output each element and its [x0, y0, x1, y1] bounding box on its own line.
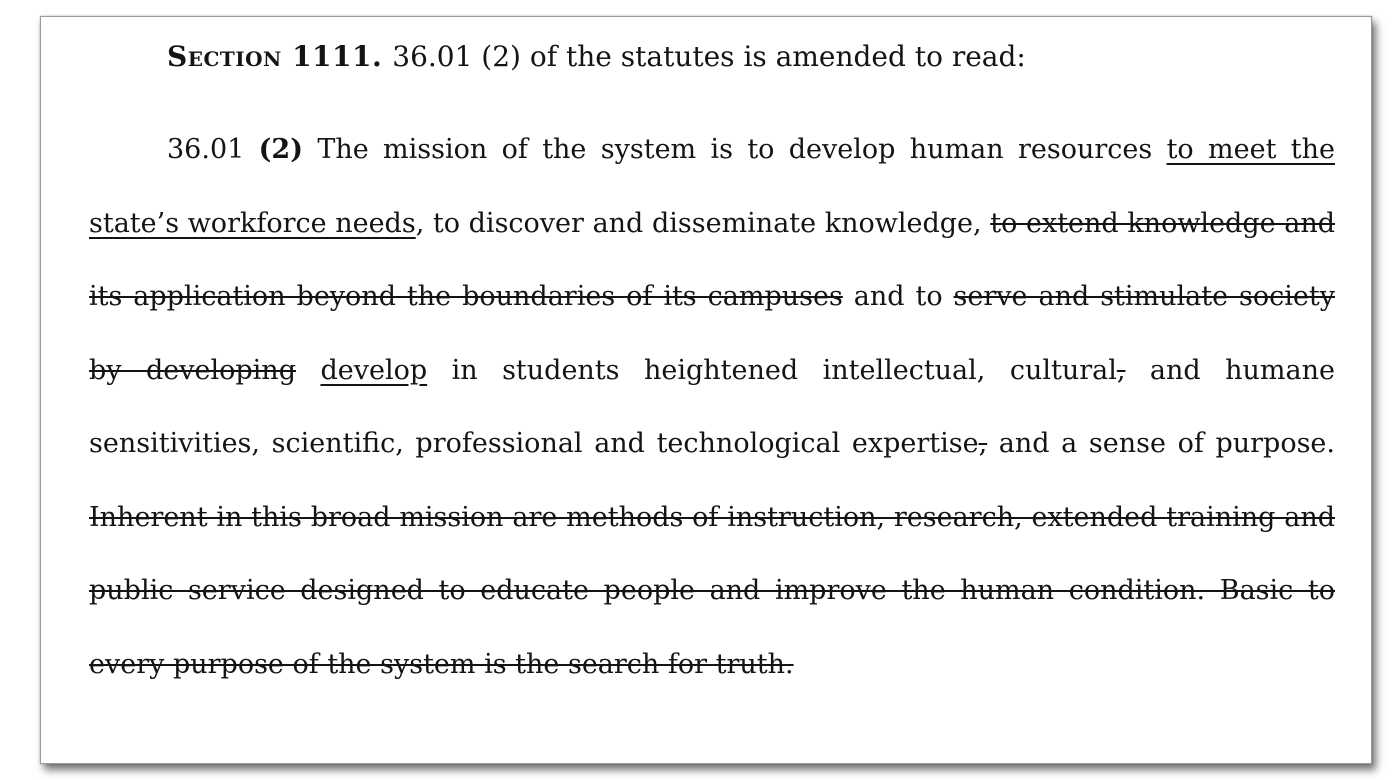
deleted-text: , [1116, 354, 1126, 386]
amended-paragraph [89, 113, 1335, 701]
subsection-number: (2) [258, 134, 303, 165]
deleted-text: Inherent in this broad mission are methods of instruction, research, extended training and public service designed to educate people and improve the human condition. Basic to every purpose of the system is the search for truth. [89, 501, 1335, 680]
body-text: and to [842, 281, 954, 312]
paragraph-body [89, 134, 1335, 680]
body-text: in students heightened intellectual, cultural [427, 354, 1117, 386]
body-text [296, 355, 320, 386]
inserted-text: to meet the state’s workforce needs [89, 134, 1335, 239]
body-text: and a sense of purpose. [987, 428, 1335, 459]
section-heading [167, 39, 1026, 75]
deleted-text: serve and stimulate society by developing [89, 281, 1335, 386]
document-page [40, 16, 1372, 764]
inserted-text: develop [320, 354, 428, 386]
deleted-text: , [978, 428, 988, 459]
body-text: and humane sensitivities, scientific, professional and technological expertise [89, 354, 1335, 459]
deleted-text: to extend knowledge and its application beyond the boundaries of its campuses [89, 207, 1335, 312]
body-text: , to discover and disseminate knowledge, [415, 207, 991, 239]
statute-ref: 36.01 [167, 134, 259, 165]
body-text: The mission of the system is to develop human resources [302, 134, 1167, 165]
section-label: Section 1111. [167, 40, 383, 73]
section-intro: 36.01 (2) of the statutes is amended to read: [392, 40, 1026, 73]
